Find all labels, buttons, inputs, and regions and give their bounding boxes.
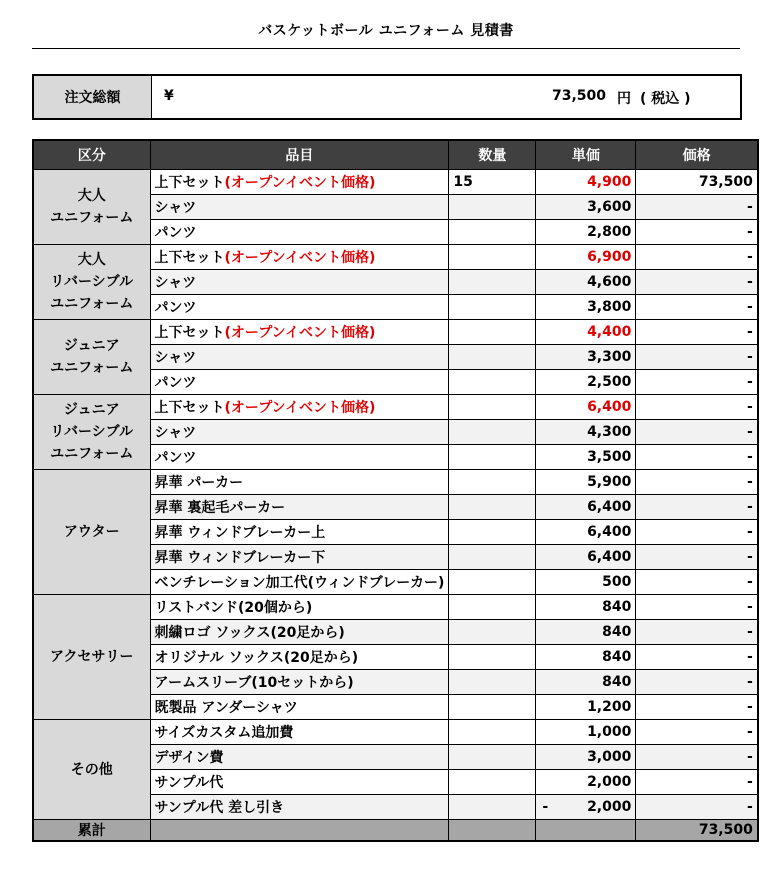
price-cell: - (636, 720, 758, 745)
quantity-cell: 15 (449, 170, 536, 195)
unit-price-cell (536, 695, 636, 720)
category-cell (33, 470, 150, 595)
header-price: 価格 (636, 140, 758, 170)
quantity-cell (449, 445, 536, 470)
price-cell: - (636, 370, 758, 395)
category-cell (33, 395, 150, 470)
item-name: デザイン費 (154, 750, 224, 766)
total-row-blank-unit (536, 820, 636, 842)
unit-price-value: 2,500 (587, 374, 632, 390)
category-label-line: アクセサリー (49, 649, 134, 665)
quantity-cell (449, 245, 536, 270)
price-cell: - (636, 495, 758, 520)
table-row (33, 245, 758, 270)
unit-price-cell (536, 770, 636, 795)
item-name: 既製品 アンダーシャツ (154, 700, 298, 716)
unit-price-cell (536, 395, 636, 420)
price-cell: - (636, 395, 758, 420)
item-cell (150, 170, 449, 195)
unit-price-value: 840 (602, 674, 632, 690)
header-item: 品目 (150, 140, 449, 170)
category-label-line: ジュニア (63, 402, 120, 418)
quantity-cell (449, 295, 536, 320)
event-price-note: (オープンイベント価格) (224, 250, 376, 266)
item-name: パンツ (154, 375, 197, 391)
price-cell: - (636, 470, 758, 495)
quantity-cell (449, 745, 536, 770)
page-title: バスケットボール ユニフォーム 見積書 (258, 23, 514, 39)
item-cell (150, 670, 449, 695)
item-cell (150, 320, 449, 345)
quantity-cell (449, 470, 536, 495)
currency-unit: 円 (617, 91, 631, 107)
unit-price-cell (536, 495, 636, 520)
item-cell (150, 545, 449, 570)
unit-price-cell (536, 570, 636, 595)
item-cell (150, 720, 449, 745)
quantity-cell (449, 370, 536, 395)
price-cell: - (636, 420, 758, 445)
quantity-cell (449, 645, 536, 670)
price-cell: - (636, 695, 758, 720)
quantity-cell (449, 395, 536, 420)
table-row (33, 720, 758, 745)
item-name: アームスリーブ(10セットから) (154, 675, 354, 691)
quantity-cell (449, 620, 536, 645)
item-cell (150, 695, 449, 720)
category-cell (33, 320, 150, 395)
item-cell (150, 395, 449, 420)
category-cell (33, 595, 150, 720)
item-cell (150, 595, 449, 620)
quantity-cell (449, 670, 536, 695)
price-cell: - (636, 645, 758, 670)
item-cell (150, 445, 449, 470)
item-name: リストバンド(20個から) (154, 600, 313, 616)
item-cell (150, 370, 449, 395)
table-header-row (33, 140, 758, 170)
unit-price-cell (536, 195, 636, 220)
price-cell: - (636, 520, 758, 545)
unit-price-value: 500 (602, 574, 632, 590)
table-row (33, 395, 758, 420)
total-row-blank-qty (449, 820, 536, 842)
order-total-label: 注文総額 (34, 76, 152, 118)
item-cell (150, 345, 449, 370)
quantity-cell (449, 220, 536, 245)
category-label-line: ユニフォーム (50, 210, 134, 226)
item-cell (150, 520, 449, 545)
negative-sign: - (542, 799, 549, 815)
price-cell: - (636, 445, 758, 470)
item-cell (150, 245, 449, 270)
price-cell: - (636, 570, 758, 595)
unit-price-value: 3,300 (587, 349, 632, 365)
category-label-line: リバーシブル (50, 274, 134, 290)
quantity-cell (449, 795, 536, 820)
unit-price-value: 2,000 (587, 799, 632, 815)
price-cell: - (636, 195, 758, 220)
unit-price-cell (536, 220, 636, 245)
price-cell: - (636, 745, 758, 770)
item-cell (150, 770, 449, 795)
total-row (33, 820, 758, 842)
quantity-cell (449, 270, 536, 295)
price-cell: - (636, 345, 758, 370)
unit-price-value: 4,900 (587, 174, 632, 190)
unit-price-cell (536, 595, 636, 620)
estimate-table (32, 139, 759, 842)
price-cell: - (636, 595, 758, 620)
header-category: 区分 (33, 140, 150, 170)
header-quantity: 数量 (449, 140, 536, 170)
quantity-cell (449, 770, 536, 795)
order-total-box (32, 74, 742, 120)
item-cell (150, 220, 449, 245)
quantity-cell (449, 570, 536, 595)
item-name: 昇華 裏起毛パーカー (154, 500, 286, 516)
item-cell (150, 420, 449, 445)
category-label-line: アウター (63, 524, 120, 540)
item-name: ベンチレーション加工代(ウィンドブレーカー) (154, 575, 445, 591)
total-row-label: 累計 (33, 820, 150, 842)
unit-price-cell (536, 295, 636, 320)
unit-price-value: 1,200 (587, 699, 632, 715)
category-label-line: 大人 (77, 252, 106, 268)
category-label-line: ユニフォーム (50, 446, 134, 462)
price-cell: - (636, 670, 758, 695)
unit-price-cell (536, 720, 636, 745)
order-total-amount: 73,500 (552, 88, 607, 104)
unit-price-value: 3,500 (587, 449, 632, 465)
unit-price-value: 3,000 (587, 749, 632, 765)
unit-price-cell (536, 795, 636, 820)
category-label-line: ジュニア (63, 338, 120, 354)
table-row (33, 170, 758, 195)
unit-price-cell (536, 545, 636, 570)
quantity-cell (449, 320, 536, 345)
price-cell: - (636, 270, 758, 295)
item-name: 上下セット (154, 175, 225, 191)
unit-price-value: 5,900 (587, 474, 632, 490)
quantity-cell (449, 495, 536, 520)
unit-price-cell (536, 345, 636, 370)
item-cell (150, 795, 449, 820)
unit-price-value: 840 (602, 599, 632, 615)
quantity-cell (449, 595, 536, 620)
quantity-cell (449, 520, 536, 545)
item-name: パンツ (154, 450, 197, 466)
price-cell: - (636, 545, 758, 570)
item-cell (150, 495, 449, 520)
unit-price-cell (536, 670, 636, 695)
unit-price-value: 6,400 (587, 549, 632, 565)
currency-symbol: ¥ (164, 88, 174, 104)
category-label-line: その他 (70, 761, 113, 778)
quantity-cell (449, 420, 536, 445)
price-cell: - (636, 295, 758, 320)
unit-price-cell (536, 170, 636, 195)
unit-price-value: 2,000 (587, 774, 632, 790)
item-cell (150, 570, 449, 595)
item-name: サンプル代 差し引き (154, 800, 285, 816)
quantity-cell (449, 720, 536, 745)
table-row (33, 320, 758, 345)
category-label-line: 大人 (77, 188, 106, 204)
unit-price-cell (536, 245, 636, 270)
unit-price-value: 840 (602, 624, 632, 640)
unit-price-value: 4,300 (587, 424, 632, 440)
category-cell (33, 720, 150, 820)
category-cell (33, 245, 150, 320)
item-cell (150, 195, 449, 220)
price-cell: - (636, 770, 758, 795)
item-cell (150, 270, 449, 295)
item-name: シャツ (154, 200, 197, 216)
item-cell (150, 645, 449, 670)
unit-price-value: 4,400 (587, 324, 632, 340)
price-cell: 73,500 (636, 170, 758, 195)
unit-price-value: 3,800 (587, 299, 632, 315)
quantity-cell (449, 695, 536, 720)
unit-price-value: 6,900 (587, 249, 632, 265)
item-name: オリジナル ソックス(20足から) (154, 650, 359, 666)
price-cell: - (636, 220, 758, 245)
item-name: シャツ (154, 350, 197, 366)
unit-price-value: 1,000 (587, 724, 632, 740)
unit-price-cell (536, 445, 636, 470)
title-divider (32, 48, 740, 49)
category-label-line: ユニフォーム (50, 296, 134, 312)
category-label-line: ユニフォーム (50, 360, 134, 376)
unit-price-cell (536, 520, 636, 545)
unit-price-cell (536, 370, 636, 395)
unit-price-value: 4,600 (587, 274, 632, 290)
item-name: 昇華 ウィンドブレーカー上 (154, 525, 326, 541)
price-cell: - (636, 245, 758, 270)
unit-price-cell (536, 620, 636, 645)
table-body (33, 170, 758, 820)
item-cell (150, 745, 449, 770)
unit-price-value: 6,400 (587, 399, 632, 415)
quantity-cell (449, 345, 536, 370)
item-cell (150, 620, 449, 645)
price-cell: - (636, 320, 758, 345)
total-row-value: 73,500 (636, 820, 758, 842)
quantity-cell (449, 545, 536, 570)
unit-price-cell (536, 645, 636, 670)
category-label-line: リバーシブル (50, 424, 134, 440)
unit-price-value: 2,800 (587, 224, 632, 240)
price-cell: - (636, 795, 758, 820)
item-name: シャツ (154, 425, 197, 441)
unit-price-cell (536, 420, 636, 445)
table-row (33, 595, 758, 620)
item-name: パンツ (154, 300, 197, 316)
unit-price-cell (536, 470, 636, 495)
event-price-note: (オープンイベント価格) (224, 175, 376, 191)
item-name: シャツ (154, 275, 197, 291)
unit-price-value: 840 (602, 649, 632, 665)
item-name: 刺繍ロゴ ソックス(20足から) (154, 625, 345, 641)
total-row-blank-item (150, 820, 449, 842)
header-unit-price: 単価 (536, 140, 636, 170)
category-cell (33, 170, 150, 245)
item-name: サイズカスタム追加費 (154, 725, 294, 741)
item-cell (150, 295, 449, 320)
unit-price-cell (536, 745, 636, 770)
item-cell (150, 470, 449, 495)
item-name: 上下セット (154, 400, 225, 416)
item-name: 昇華 パーカー (154, 475, 244, 491)
unit-price-value: 6,400 (587, 499, 632, 515)
item-name: 上下セット (154, 325, 225, 341)
unit-price-value: 3,600 (587, 199, 632, 215)
unit-price-cell (536, 320, 636, 345)
unit-price-value: 6,400 (587, 524, 632, 540)
event-price-note: (オープンイベント価格) (224, 325, 376, 341)
item-name: サンプル代 (154, 775, 224, 791)
table-row (33, 470, 758, 495)
price-cell: - (636, 620, 758, 645)
quantity-cell (449, 195, 536, 220)
order-total-value (152, 76, 740, 118)
event-price-note: (オープンイベント価格) (224, 400, 376, 416)
tax-note: ( 税込 ) (640, 91, 691, 107)
item-name: 昇華 ウィンドブレーカー下 (154, 550, 326, 566)
item-name: 上下セット (154, 250, 225, 266)
unit-price-cell (536, 270, 636, 295)
item-name: パンツ (154, 225, 197, 241)
